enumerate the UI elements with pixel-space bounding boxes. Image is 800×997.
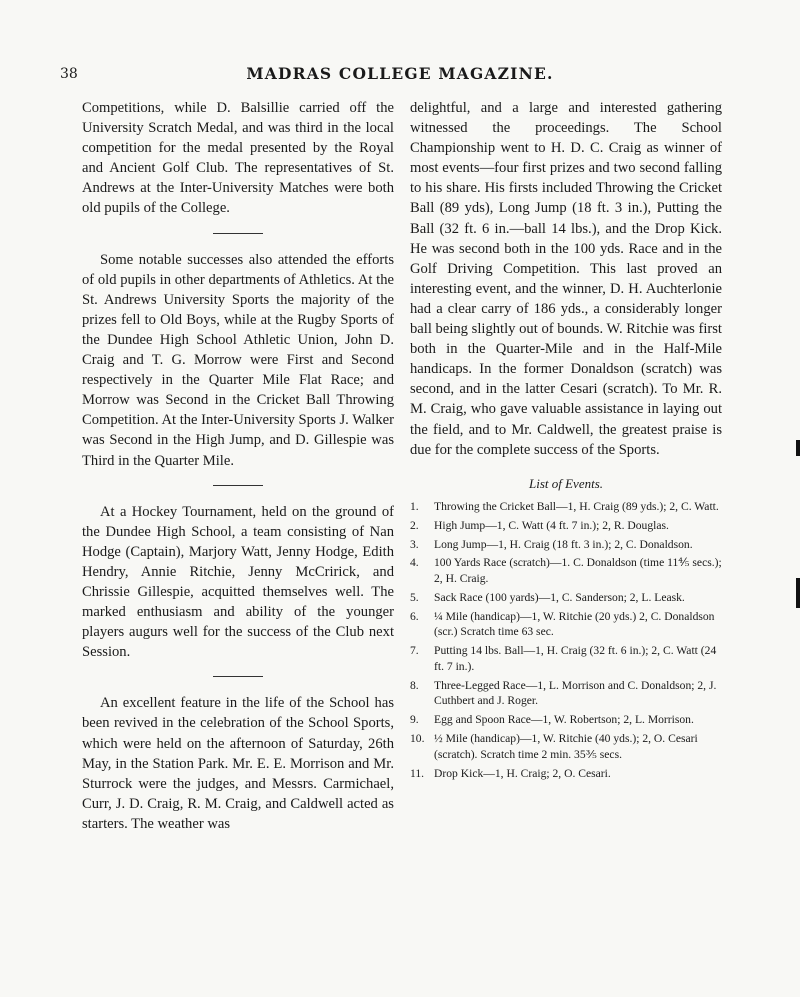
events-list-title: List of Events. [528, 475, 604, 491]
paragraph-school-sports: An excellent feature in the life of the School has been revived in the celebration of the School Sports, which were held on the afternoon of Saturday, 26th May, in the Station Park. Mr. E. E. Morrison and Mr. Sturrock were the judges, and Messrs. Carmichael, Curr, J. D. Craig, R. M. Craig, and Caldwell acted as starters. The weather was [82, 695, 394, 832]
event-text: Egg and Spoon Race—1, W. Robertson; 2, L. Morrison. [434, 713, 694, 727]
event-text: Drop Kick—1, H. Craig; 2, O. Cesari. [434, 766, 611, 780]
scan-edge-mark [796, 578, 800, 608]
paragraph-sports-continued: delightful, and a large and interested gathering witnessed the proceedings. The School Championship went to H. D. C. Craig as winner of most events—four first prizes and two second falling to his share. His firsts included Throwing the Cricket Ball (89 yds), Long Jump (18 ft. 3 in.), Putting the Ball (32 ft. 6 in.—ball 14 lbs.), and the Drop Kick. He was second both in the 100 yds. Race and in the Golf Driving Competition. This last proved an interesting event, and the winner, D. H. Auchterlonie had a clear carry of 186 yds., a considerably longer ball being slightly out of bounds. W. Ritchie was first both in the Quarter-Mile and in the Half-Mile handicaps. In the former Donaldson (scratch) was second, and in the latter Cesari (scratch). To Mr. R. M. Craig, who gave valuable assistance in laying out the field, and to Mr. Caldwell, the greatest praise is due for the complete success of the Sports. [410, 100, 722, 458]
section-divider [213, 485, 263, 486]
paragraph-athletics: Some notable successes also attended the efforts of old pupils in other departments of Athletics. At the St. Andrews University Sports the majority of the prizes fell to Old Boys, while at the Rugby Sports of the Dundee High School Athletic Union, John D. Craig and T. G. Morrow were First and Second respectively in the Quarter Mile Flat Race; and Morrow was Second in the Cricket Ball Throwing Competition. At the Inter-University Sports J. Walker was Second in the High Jump, and D. Gillespie was Third in the Quarter Mile. [82, 251, 394, 469]
event-number: 2. [410, 518, 419, 532]
event-text: Throwing the Cricket Ball—1, H. Craig (89 yds.); 2, C. Watt. [434, 499, 719, 513]
event-text: Putting 14 lbs. Ball—1, H. Craig (32 ft. 6 in.); 2, C. Watt (24 ft. 7 in.). [434, 644, 717, 673]
section-divider [213, 233, 263, 234]
event-number: 4. [410, 556, 419, 570]
event-item [410, 766, 722, 782]
section-divider [213, 676, 263, 677]
event-item [410, 643, 722, 674]
event-item [410, 499, 722, 515]
event-text: ¼ Mile (handicap)—1, W. Ritchie (20 yds.) 2, C. Donaldson (scr.) Scratch time 63 sec. [434, 609, 715, 639]
event-text: Three-Legged Race—1, L. Morrison and C. Donaldson; 2, J. Cuthbert and J. Roger. [434, 678, 717, 708]
left-column [82, 98, 394, 834]
event-item [410, 712, 722, 728]
event-number: 11. [410, 766, 425, 780]
scan-edge-mark [796, 440, 800, 456]
events-list [410, 499, 722, 781]
event-item [410, 609, 722, 640]
page-number: 38 [60, 66, 78, 82]
event-text: Sack Race (100 yards)—1, C. Sanderson; 2, L. Leask. [434, 590, 685, 604]
event-item [410, 678, 722, 709]
paragraph-golf: Competitions, while D. Balsillie carried off the University Scratch Medal, and was third in the local competition for the medal presented by the Royal and Ancient Golf Club. The representatives of St. Andrews at the Inter-University Matches were both old pupils of the College. [82, 100, 394, 217]
event-item [410, 537, 722, 553]
event-text: ½ Mile (handicap)—1, W. Ritchie (40 yds.); 2, O. Cesari (scratch). Scratch time 2 min. 35⅗ secs. [434, 732, 698, 761]
event-text: Long Jump—1, H. Craig (18 ft. 3 in.); 2, C. Donaldson. [434, 537, 693, 551]
event-number: 3. [410, 537, 419, 551]
event-item [410, 590, 722, 606]
paragraph-hockey: At a Hockey Tournament, held on the ground of the Dundee High School, a team consisting of Nan Hodge (Captain), Marjory Watt, Jenny Hodge, Edith Hendry, Annie Ritchie, Jenny McCririck, and Chrissie Gillespie, acquitted themselves well. The marked enthusiasm and ability of the younger players augurs well for the success of the Club next Session. [82, 503, 394, 661]
right-column [410, 98, 722, 785]
event-number: 10. [410, 732, 425, 746]
event-text: High Jump—1, C. Watt (4 ft. 7 in.); 2, R. Douglas. [434, 518, 669, 532]
event-text: 100 Yards Race (scratch)—1. C. Donaldson (time 11⅘ secs.); 2, H. Craig. [434, 556, 722, 586]
event-item [410, 555, 722, 586]
event-number: 5. [410, 590, 419, 604]
event-item [410, 731, 722, 762]
event-number: 1. [410, 499, 419, 513]
event-number: 7. [410, 644, 419, 658]
running-head: MADRAS COLLEGE MAGAZINE. [246, 64, 554, 83]
event-number: 6. [410, 609, 419, 623]
event-number: 9. [410, 713, 419, 727]
event-item [410, 518, 722, 534]
event-number: 8. [410, 678, 419, 692]
